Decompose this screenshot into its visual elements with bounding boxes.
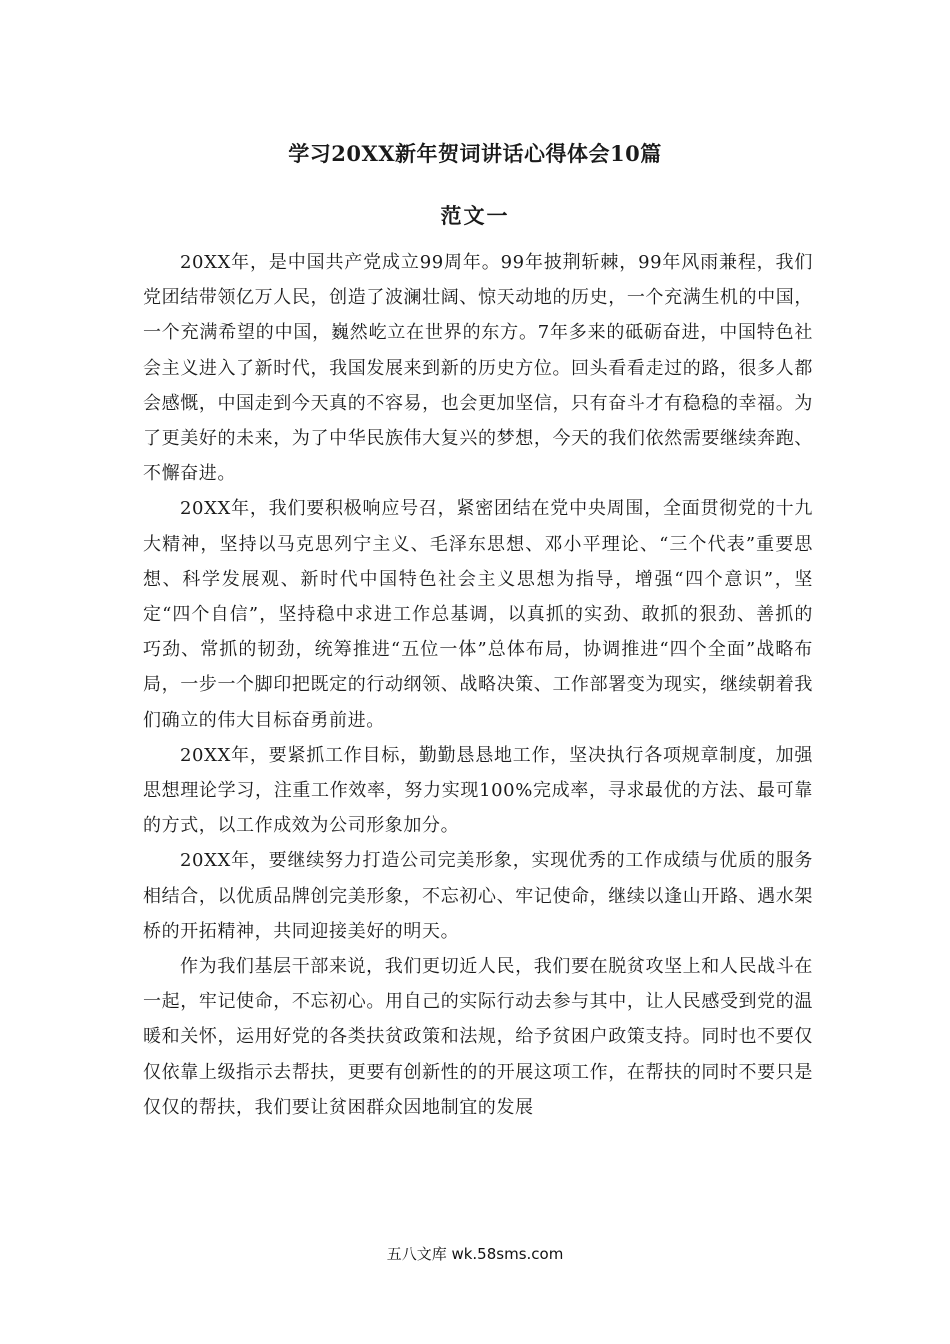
paragraph: 20XX年，我们要积极响应号召，紧密团结在党中央周围，全面贯彻党的十九大精神，坚持以马克思列宁主义、毛泽东思想、邓小平理论、“三个代表”重要思想、科学发展观、新时代中国特色社会主义思想为指导，增强“四个意识”，坚定“四个自信”，坚持稳中求进工作总基调，以真抓的实劲、敢抓的狠劲、善抓的巧劲、常抓的韧劲，统筹推进“五位一体”总体布局，协调推进“四个全面”战略布局，一步一个脚印把既定的行动纲领、战略决策、工作部署变为现实，继续朝着我们确立的伟大目标奋勇前进。 [143,498,813,731]
paragraph: 20XX年，是中国共产党成立99周年。99年披荆斩棘，99年风雨兼程，我们党团结带领亿万人民，创造了波澜壮阔、惊天动地的历史，一个充满生机的中国，一个充满希望的中国，巍然屹立在世界的东方。7年多来的砥砺奋进，中国特色社会主义进入了新时代，我国发展来到新的历史方位。回头看看走过的路，很多人都会感慨，中国走到今天真的不容易，也会更加坚信，只有奋斗才有稳稳的幸福。为了更美好的未来，为了中华民族伟大复兴的梦想，今天的我们依然需要继续奔跑、不懈奋进。 [143,252,813,485]
footer-watermark: 五八文库 wk.58sms.com [386,1245,564,1263]
paragraph: 20XX年，要继续努力打造公司完美形象，实现优秀的工作成绩与优质的服务相结合，以优质品牌创完美形象，不忘初心、牢记使命，继续以逢山开路、遇水架桥的开拓精神，共同迎接美好的明天。 [143,850,813,942]
section-title: 范文一 [440,203,510,228]
paragraph: 20XX年，要紧抓工作目标，勤勤恳恳地工作，坚决执行各项规章制度，加强思想理论学习，注重工作效率，努力实现100%完成率，寻求最优的方法、最可靠的方式，以工作成效为公司形象加分。 [143,744,813,837]
document-title: 学习20XX新年贺词讲话心得体会10篇 [288,141,662,166]
paragraph: 作为我们基层干部来说，我们更切近人民，我们要在脱贫攻坚上和人民战斗在一起，牢记使命，不忘初心。用自己的实际行动去参与其中，让人民感受到党的温暖和关怀，运用好党的各类扶贫政策和法规，给予贫困户政策支持。同时也不要仅仅依靠上级指示去帮扶，更要有创新性的的开展这项工作，在帮扶的同时不要只是仅仅的帮扶，我们要让贫困群众因地制宜的发展 [143,956,813,1118]
document-body [143,245,813,1125]
